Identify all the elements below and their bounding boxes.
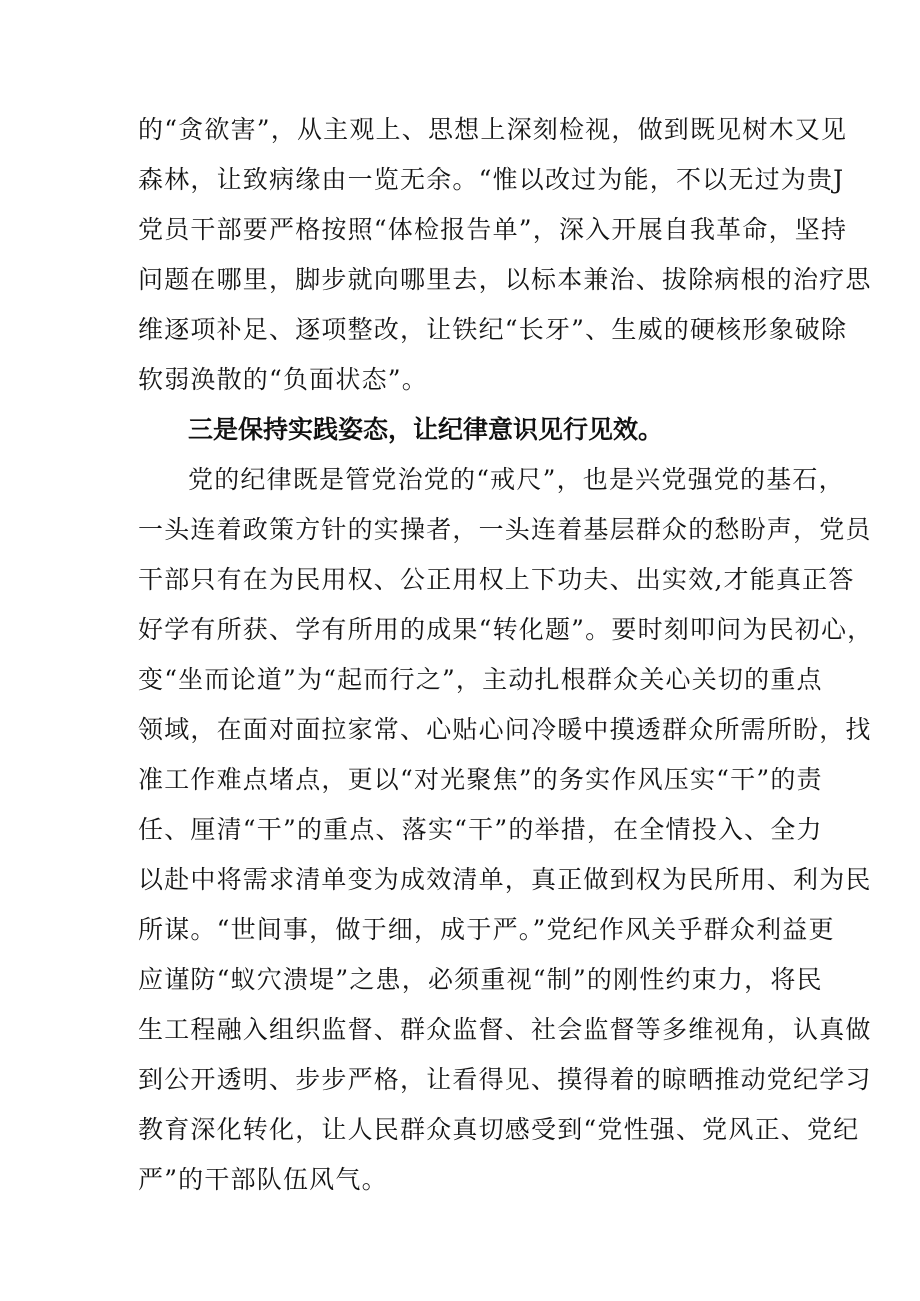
paragraph-first-line: 党的纪律既是管党治党的“戒尺”，也是兴党强党的基石， xyxy=(188,465,845,494)
text-line: 的“贪欲害”，从主观上、思想上深刻检视，做到既见树木又见 xyxy=(138,115,848,144)
text-line: 生工程融入组织监督、群众监督、社会监督等多维视角，认真做 xyxy=(138,1015,872,1044)
text-line: 党员干部要严格按照“体检报告单”，深入开展自我革命，坚持 xyxy=(138,215,848,244)
text-line: 所谋。“世间事，做于细，成于严。”党纪作风关乎群众利益更 xyxy=(138,915,835,944)
text-line: 好学有所获、学有所用的成果“转化题”。要时刻叩问为民初心， xyxy=(138,615,874,644)
text-line: 变“坐而论道”为“起而行之”，主动扎根群众关心关切的重点 xyxy=(138,665,823,694)
text-line: 问题在哪里，脚步就向哪里去，以标本兼治、拔除病根的治疗思 xyxy=(138,265,872,294)
text-line: 应谨防“蚁穴溃堤”之患，必须重视“制”的刚性约束力，将民 xyxy=(138,965,823,994)
section-heading: 三是保持实践姿态，让纪律意识见行见效。 xyxy=(188,415,664,444)
text-line: 严”的干部队伍风气。 xyxy=(138,1165,388,1194)
text-line: 准工作难点堵点，更以“对光聚焦”的务实作风压实“干”的责 xyxy=(138,765,823,794)
text-line: 教育深化转化，让人民群众真切感受到“党性强、党风正、党纪 xyxy=(138,1115,860,1144)
text-line: 软弱涣散的“负面状态”。 xyxy=(138,365,428,394)
text-line: 领域，在面对面拉家常、心贴心问冷暖中摸透群众所需所盼，找 xyxy=(138,715,872,744)
text-line: 维逐项补足、逐项整改，让铁纪“长牙”、生威的硬核形象破除 xyxy=(138,315,848,344)
text-line: 到公开透明、步步严格，让看得见、摸得着的晾晒推动党纪学习 xyxy=(138,1065,872,1094)
text-line: 一头连着政策方针的实操者，一头连着基层群众的愁盼声，党员 xyxy=(138,515,872,544)
text-line: 以赴中将需求清单变为成效清单，真正做到权为民所用、利为民 xyxy=(138,865,872,894)
text-line: 干部只有在为民用权、公正用权上下功夫、出实效,才能真正答 xyxy=(138,565,855,594)
text-line: 森林，让致病缘由一览无余。“惟以改过为能，不以无过为贵J xyxy=(138,165,845,194)
text-line: 任、厘清“干”的重点、落实“干”的举措，在全情投入、全力 xyxy=(138,815,823,844)
